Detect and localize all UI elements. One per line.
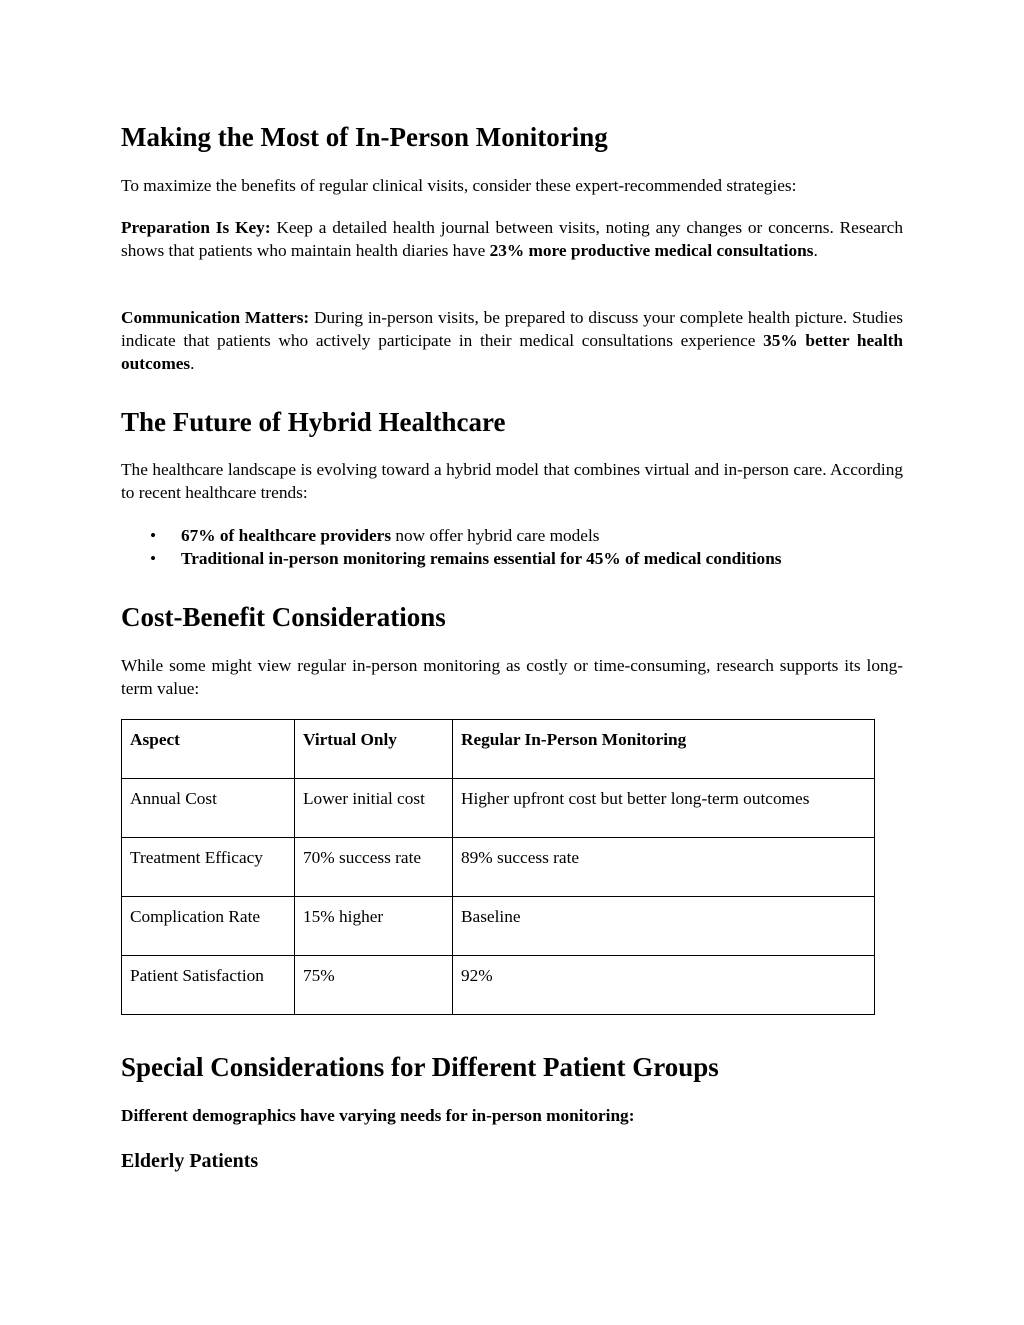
table-cell: Baseline (453, 897, 875, 956)
preparation-highlight: 23% more productive medical consultations (489, 241, 814, 260)
list-item (121, 547, 903, 570)
table-cell: Patient Satisfaction (122, 956, 295, 1015)
table-cell: Lower initial cost (295, 779, 453, 838)
communication-text: During in-person visits, be prepared to discuss your complete health picture. Studies indicate that patients who actively participate in their medical consultations experience (121, 308, 903, 350)
table-cell: 92% (453, 956, 875, 1015)
table-cell: Higher upfront cost but better long-term outcomes (453, 779, 875, 838)
table-header-cell: Virtual Only (295, 720, 453, 779)
heading-special-considerations: Special Considerations for Different Patient Groups (121, 1052, 719, 1082)
heading-in-person-monitoring: Making the Most of In-Person Monitoring (121, 122, 608, 152)
communication-end: . (190, 354, 195, 373)
hybrid-trends-list (121, 524, 903, 570)
preparation-paragraph (121, 216, 903, 262)
bullet-icon: • (150, 549, 157, 568)
communication-label: Communication Matters: (121, 308, 310, 327)
table-row (122, 838, 875, 897)
table-cell: 89% success rate (453, 838, 875, 897)
list-item-bold: 67% of healthcare providers (181, 526, 392, 545)
preparation-text: Keep a detailed health journal between visits, noting any changes or concerns. Research shows that patients who maintain health diaries have (121, 218, 903, 260)
cost-benefit-table (121, 719, 875, 1015)
table-row (122, 779, 875, 838)
communication-paragraph (121, 306, 903, 375)
table-cell: 70% success rate (295, 838, 453, 897)
list-item-bold: Traditional in-person monitoring remains essential for 45% of medical conditions (181, 549, 782, 568)
table-header-cell: Aspect (122, 720, 295, 779)
cost-intro: While some might view regular in-person monitoring as costly or time-consuming, research supports its long-term value: (121, 656, 903, 698)
monitoring-intro: To maximize the benefits of regular clinical visits, consider these expert-recommended strategies: (121, 176, 797, 195)
table-row (122, 897, 875, 956)
heading-cost-benefit: Cost-Benefit Considerations (121, 602, 446, 632)
list-item-text: now offer hybrid care models (391, 526, 600, 545)
table-cell: Treatment Efficacy (122, 838, 295, 897)
table-header-cell: Regular In-Person Monitoring (453, 720, 875, 779)
special-intro-bold: Different demographics have varying needs for in-person monitoring: (121, 1106, 635, 1125)
table-cell: Complication Rate (122, 897, 295, 956)
list-item (121, 524, 903, 547)
table-header-row (122, 720, 875, 779)
elderly-subheading-bold: Elderly Patients (121, 1150, 259, 1172)
preparation-end: . (813, 241, 818, 260)
preparation-label: Preparation Is Key: (121, 218, 271, 237)
special-intro (121, 1104, 903, 1127)
table-cell: Annual Cost (122, 779, 295, 838)
elderly-subheading (121, 1150, 903, 1173)
future-intro: The healthcare landscape is evolving toward a hybrid model that combines virtual and in-person care. According to recent healthcare trends: (121, 460, 903, 502)
heading-hybrid-healthcare: The Future of Hybrid Healthcare (121, 407, 506, 437)
bullet-icon: • (150, 526, 157, 545)
table-cell: 15% higher (295, 897, 453, 956)
table-cell: 75% (295, 956, 453, 1015)
table-row (122, 956, 875, 1015)
communication-highlight: 35% better health outcomes (121, 331, 903, 373)
